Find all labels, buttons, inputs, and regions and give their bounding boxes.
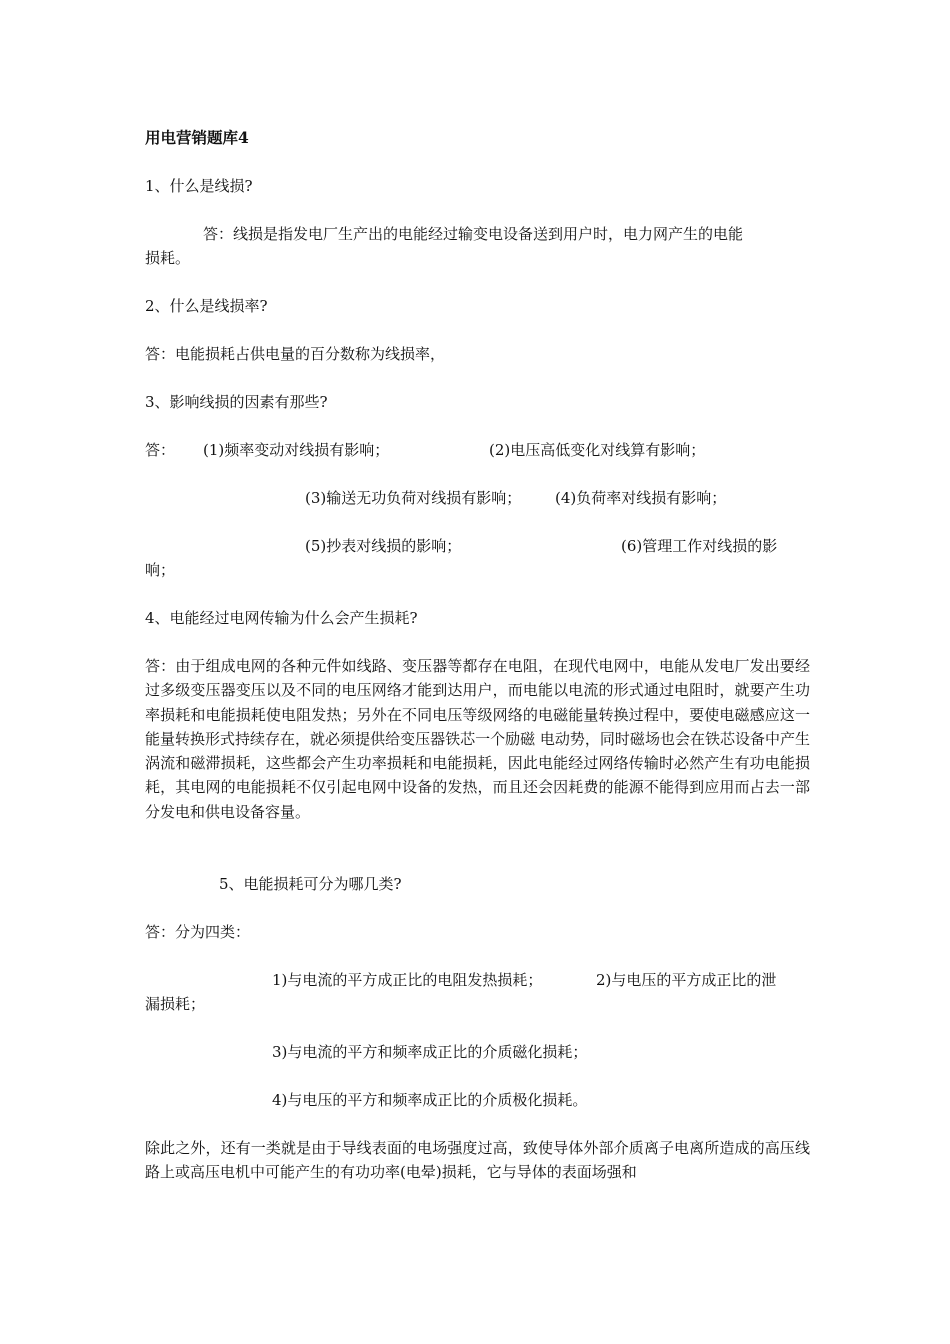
answer-1-line-1: 答：线损是指发电厂生产出的电能经过输变电设备送到用户时，电力网产生的电能 <box>203 225 744 243</box>
answer-3-item-1: (1)频率变动对线损有影响； <box>203 441 390 459</box>
answer-3-item-2: (2)电压高低变化对线算有影响； <box>489 441 706 459</box>
question-4: 4、电能经过电网传输为什么会产生损耗? <box>145 609 418 627</box>
answer-5-item-1: 1)与电流的平方成正比的电阻发热损耗； <box>272 971 543 989</box>
answer-2: 答：电能损耗占供电量的百分数称为线损率， <box>145 345 446 363</box>
document-title: 用电营销题库4 <box>145 128 249 147</box>
answer-5-item-4: 4)与电压的平方和频率成正比的介质极化损耗。 <box>272 1091 588 1109</box>
answer-3-item-6: (6)管理工作对线损的影 <box>621 537 778 555</box>
question-1: 1、什么是线损? <box>145 177 253 195</box>
answer-3-item-4: (4)负荷率对线损有影响； <box>555 489 727 507</box>
question-3: 3、影响线损的因素有那些? <box>145 393 328 411</box>
answer-5-item-2: 2)与电压的平方成正比的泄 <box>596 971 777 989</box>
answer-4: 答：由于组成电网的各种元件如线路、变压器等都存在电阻，在现代电网中，电能从发电厂发出要经过多级变压器变压以及不同的电压网络才能到达用户，而电能以电流的形式通过电阻时，就要产生功率损耗和电能损耗使电阻发热；另外在不同电压等级网络的电磁能量转换过程中，要使电磁感应这一能量转换形式持续存在，就必须提供给变压器铁芯一个励磁 电动势，同时磁场也会在铁芯设备中产生涡流和磁滞损耗，这些都会产生功率损耗和电能损耗，因此电能经过网络传输时必然产生有功电能损耗，其电网的电能损耗不仅引起电网中设备的发热，而且还会因耗费的能源不能得到应用而占去一部分发电和供电设备容量。 <box>145 657 810 821</box>
answer-5-item-3: 3)与电流的平方和频率成正比的介质磁化损耗； <box>272 1043 588 1061</box>
question-2: 2、什么是线损率? <box>145 297 268 315</box>
answer-5-item-2-cont: 漏损耗； <box>145 995 206 1013</box>
answer-3-item-3: (3)输送无功负荷对线损有影响； <box>305 489 522 507</box>
question-5: 5、电能损耗可分为哪几类? <box>219 875 402 893</box>
answer-3-item-6-cont: 响； <box>145 561 176 579</box>
answer-3-prefix: 答： <box>145 441 176 459</box>
answer-5-extra: 除此之外，还有一类就是由于导线表面的电场强度过高，致使导体外部介质离子电离所造成的高压线路上或高压电机中可能产生的有功功率(电晕)损耗，它与导体的表面场强和 <box>145 1139 810 1182</box>
answer-1-line-2: 损耗。 <box>145 249 191 267</box>
answer-3-item-5: (5)抄表对线损的影响； <box>305 537 462 555</box>
answer-5-intro: 答：分为四类： <box>145 923 251 941</box>
